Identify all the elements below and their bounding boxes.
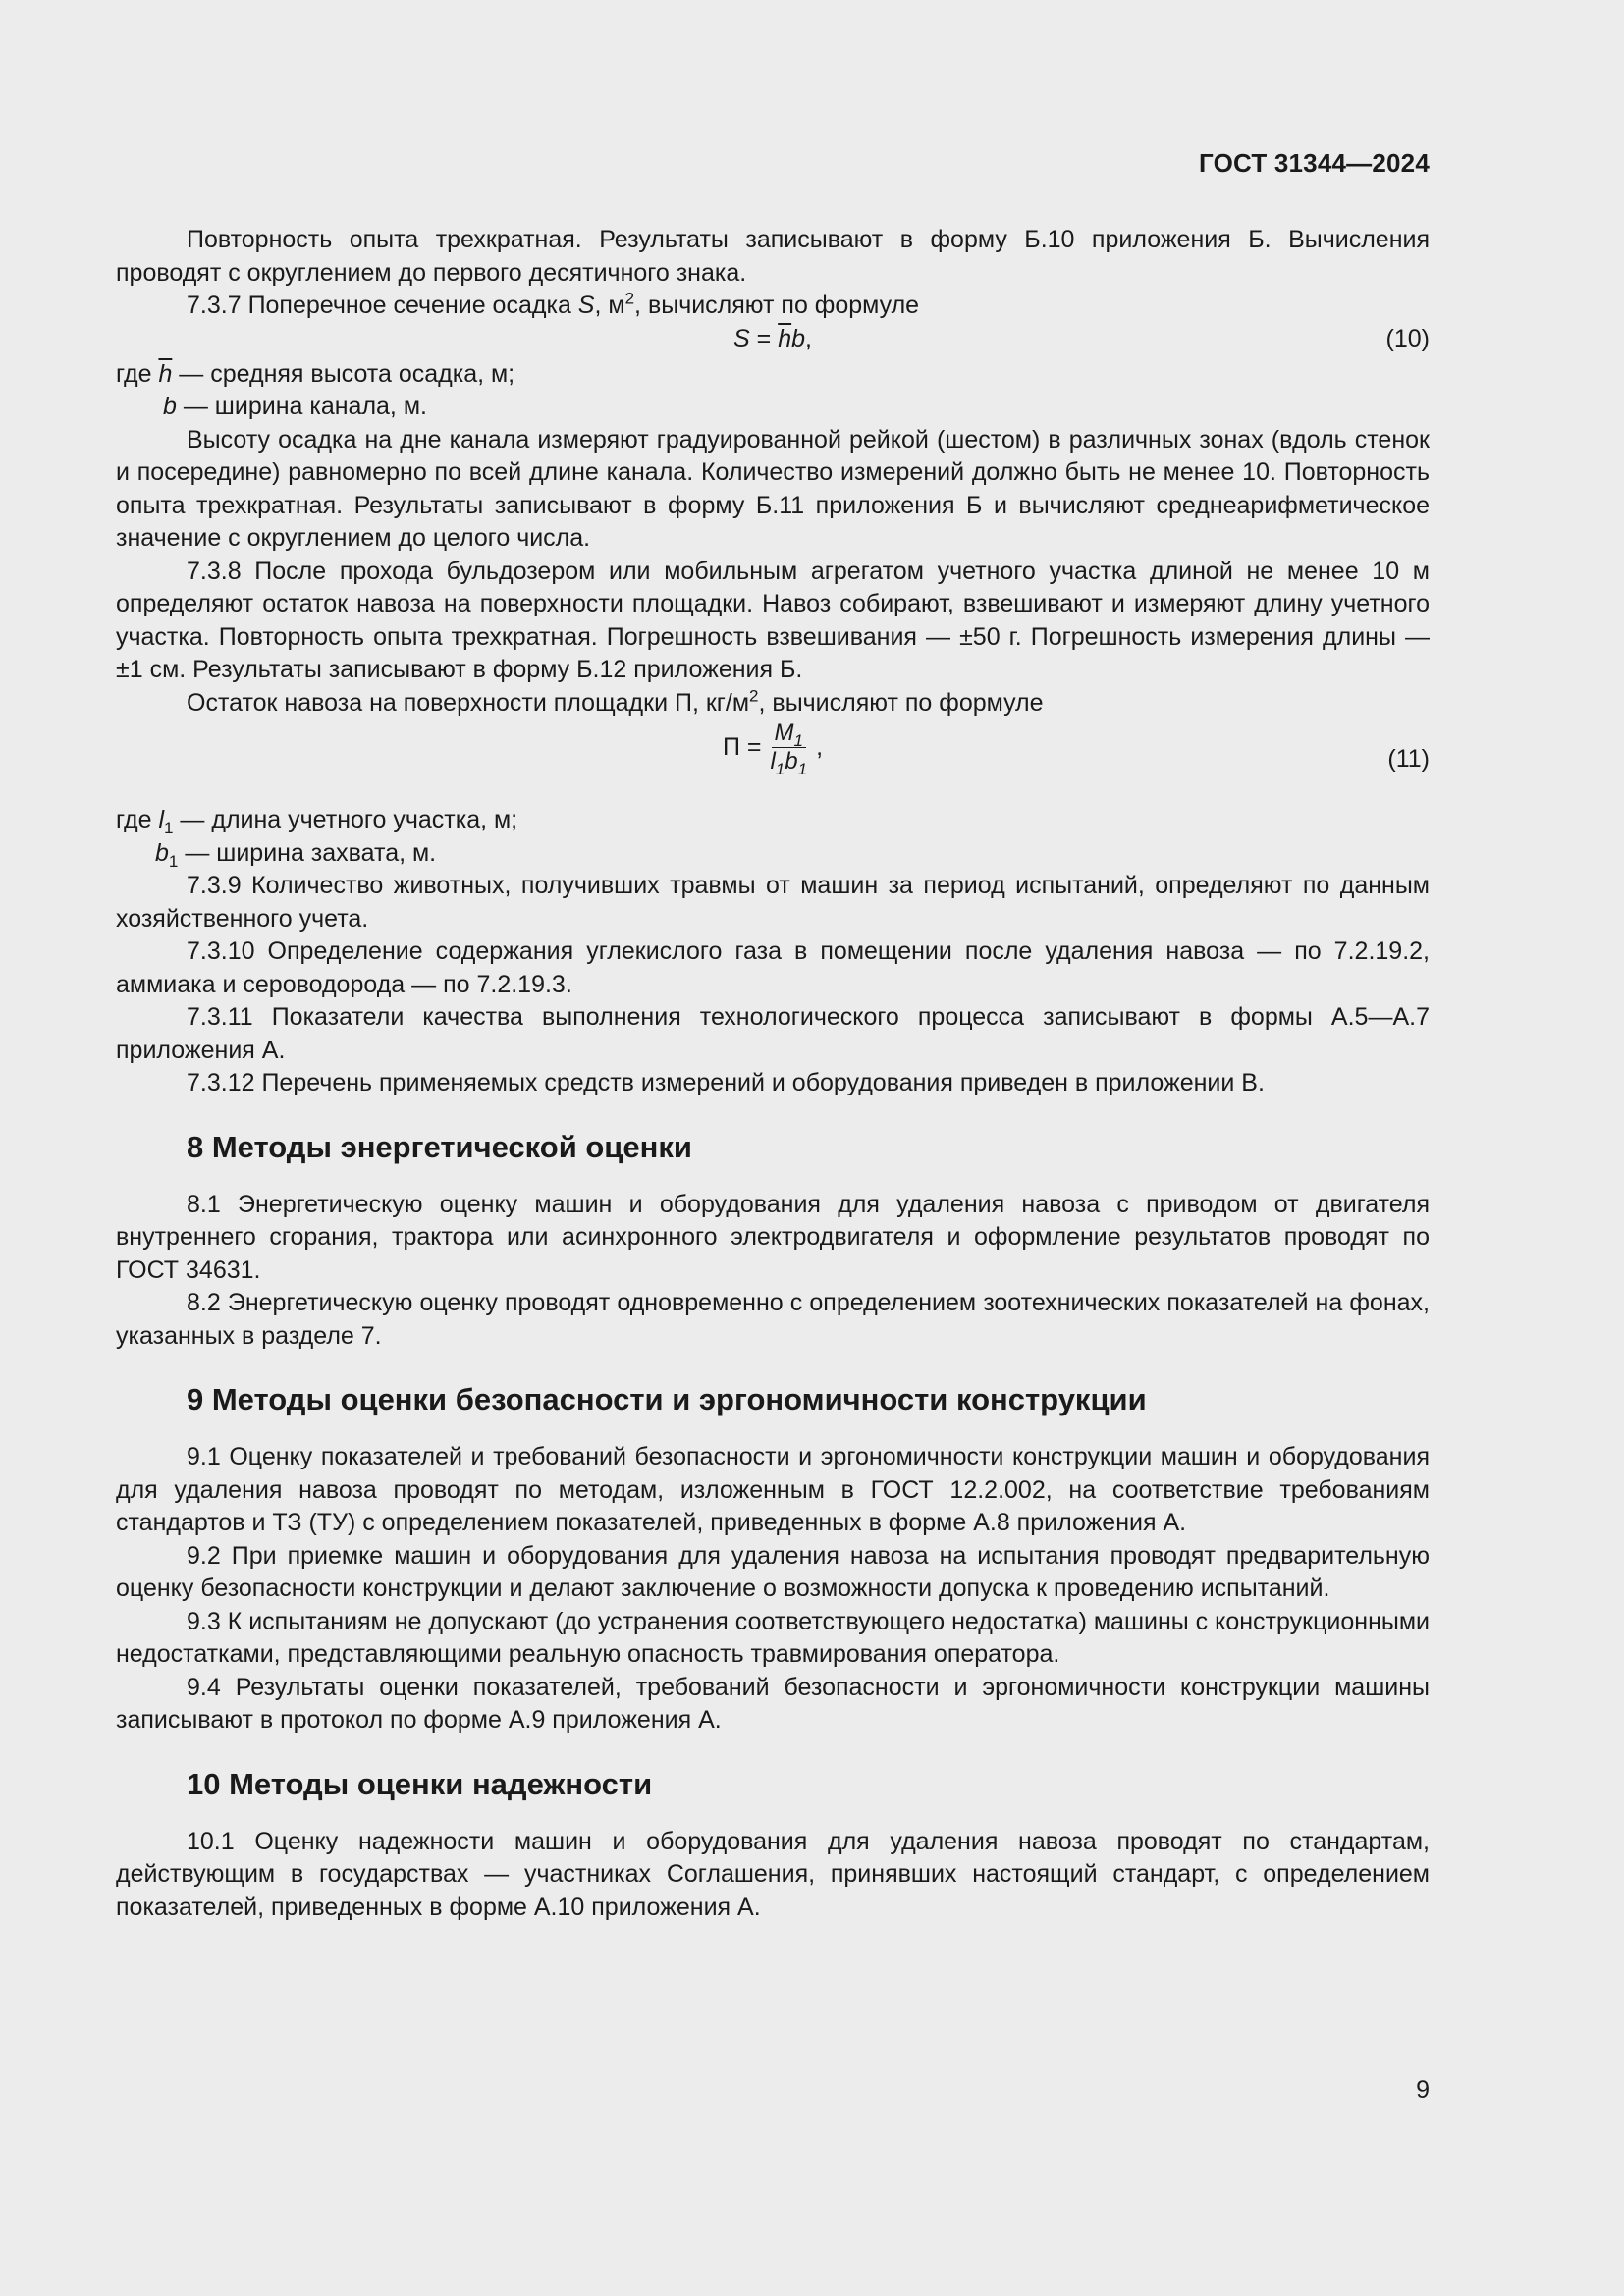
paragraph-7-3-10: 7.3.10 Определение содержания углекислого газа в помещении после удаления навоза — по 7.2.19.2, аммиака и сероводорода — по 7.2.19.3. — [116, 937, 1430, 998]
superscript: 2 — [749, 686, 759, 706]
paragraph-10-1: 10.1 Оценку надежности машин и оборудования для удаления навоза проводят по стандартам, действующим в государствах — участниках Соглашения, принявших настоящий стандарт, с определением показателей, приведенных в форме А.10 приложения А. — [116, 1827, 1430, 1921]
paragraph-7-3-9: 7.3.9 Количество животных, получивших травмы от машин за период испытаний, определяют по данным хозяйственного учета. — [116, 872, 1430, 933]
superscript: 2 — [624, 289, 635, 308]
paragraph-9-3: 9.3 К испытаниям не допускают (до устранения соответствующего недостатка) машины с конструкционными недостатками, представляющими реальную опасность травмирования оператора. — [116, 1607, 1430, 1668]
section-9-title: 9 Методы оценки безопасности и эргономичности конструкции — [187, 1382, 1147, 1416]
where-var-b: b — [163, 393, 177, 420]
subscript: 1 — [775, 759, 785, 778]
where-text: — средняя высота осадка, м; — [172, 359, 515, 388]
formula-h-mean: $\overline{h}$ — [778, 324, 792, 352]
formula-10 — [116, 323, 1430, 358]
numerator-var: M — [774, 720, 794, 746]
paragraph-9-1: 9.1 Оценку показателей и требований безопасности и эргономичности конструкции машин и оборудования для удаления навоза проводят по методам, изложенным в ГОСТ 12.2.002, на соответствие требованиям стандартов и ТЗ (ТУ) с определением показателей, приведенных в форме А.8 приложения А. — [116, 1443, 1430, 1536]
paragraph-intro: Повторность опыта трехкратная. Результаты записывают в форму Б.10 приложения Б. Вычисления проводят с округлением до первого десятичного знака. — [116, 226, 1430, 287]
denominator-var-b: b — [785, 748, 798, 774]
where-line-1 — [116, 358, 1430, 392]
paragraph-7-3-8: 7.3.8 После прохода бульдозером или мобильным агрегатом учетного участка длиной не менее 10 м определяют остаток навоза на поверхности площадки. Навоз собирают, взвешивают и измеряют длину учетного участка. Повторность опыта трехкратная. Погрешность взвешивания — ±50 г. Погрешность измерения длины — ±1 см. Результаты записывают в форму Б.12 приложения Б. — [116, 557, 1430, 683]
clause-text: , вычисляют по формуле — [634, 292, 920, 319]
paragraph-9-2: 9.2 При приемке машин и оборудования для удаления навоза на испытания проводят предварительную оценку безопасности конструкции и делают заключение о возможности допуска к проведению испытаний. — [116, 1541, 1430, 1602]
document-header: ГОСТ 31344—2024 — [1199, 148, 1430, 178]
fraction-denominator — [767, 748, 810, 778]
paragraph-7-3-7 — [116, 290, 1430, 323]
formula-end: , — [805, 324, 812, 352]
formula-eq: = — [749, 324, 779, 352]
subscript: 1 — [793, 730, 803, 750]
formula-11 — [116, 720, 1430, 804]
where-text: — ширина канала, м. — [176, 393, 427, 420]
clause-number: 7.3.7 — [187, 292, 242, 319]
where-text: — ширина захвата, м. — [178, 838, 437, 867]
section-10-title: 10 Методы оценки надежности — [187, 1766, 653, 1801]
fraction — [767, 720, 810, 778]
formula-expression — [116, 720, 1430, 778]
paragraph-8-2: 8.2 Энергетическую оценку проводят одновременно с определением зоотехнических показателей на фонах, указанных в разделе 7. — [116, 1289, 1430, 1350]
where-line-l1 — [116, 804, 1430, 837]
denominator-var-l: l — [770, 748, 776, 774]
paragraph-8-1: 8.1 Энергетическую оценку машин и оборудования для удаления навоза с приводом от двигателя внутреннего сгорания, трактора или асинхронного электродвигателя и оформление результатов проводят по ГОСТ 34631. — [116, 1190, 1430, 1284]
var-s: S — [577, 292, 595, 319]
where-line-b1 — [116, 837, 1430, 871]
formula-lhs: П = — [722, 732, 762, 761]
fraction-numerator — [772, 720, 806, 748]
paragraph-7-3-11: 7.3.11 Показатели качества выполнения технологического процесса записывают в формы А.5—А.7 приложения А. — [116, 1003, 1430, 1064]
formula-body — [722, 720, 824, 778]
section-8-title: 8 Методы энергетической оценки — [187, 1129, 692, 1164]
clause-text: , вычисляют по формуле — [758, 688, 1044, 717]
formula-end: , — [816, 732, 824, 761]
paragraph-7-3-12: 7.3.12 Перечень применяемых средств измерений и оборудования приведен в приложении В. — [187, 1069, 1265, 1096]
paragraph-sediment-height: Высоту осадка на дне канала измеряют градуированной рейкой (шестом) в различных зонах (вдоль стенок и посередине) равномерно по всей длине канала. Количество измерений должно быть не менее 10. Повторность опыта трехкратная. Результаты записывают в форму Б.11 приложения Б и вычисляют среднеарифметическое значение с округлением до целого числа. — [116, 425, 1430, 552]
where-text: — длина учетного участка, м; — [173, 806, 518, 833]
where-line-2 — [116, 391, 1430, 424]
formula-lhs: S — [733, 324, 750, 352]
page-number: 9 — [1416, 2076, 1430, 2104]
formula-number: (11) — [1387, 745, 1430, 773]
clause-text: Поперечное сечение осадка — [247, 292, 578, 319]
subscript: 1 — [168, 851, 179, 871]
formula-b: b — [791, 324, 806, 352]
document-body — [116, 224, 1430, 1924]
formula-number: (10) — [1385, 324, 1430, 352]
clause-text: Остаток навоза на поверхности площадки П, кг/м — [187, 688, 750, 717]
where-var-b1: b — [155, 838, 169, 867]
where-var-l: l — [158, 806, 164, 833]
paragraph-remainder — [116, 687, 1430, 721]
subscript: 1 — [164, 819, 174, 837]
formula-expression — [116, 323, 1430, 356]
subscript: 1 — [797, 759, 808, 778]
clause-text: , м — [594, 292, 625, 319]
where-word: где — [116, 359, 159, 388]
where-var-h: $\overline{h}$ — [158, 359, 173, 388]
where-word: где — [116, 806, 159, 833]
paragraph-9-4: 9.4 Результаты оценки показателей, требований безопасности и эргономичности конструкции машины записывают в протокол по форме А.9 приложения А. — [116, 1673, 1430, 1734]
